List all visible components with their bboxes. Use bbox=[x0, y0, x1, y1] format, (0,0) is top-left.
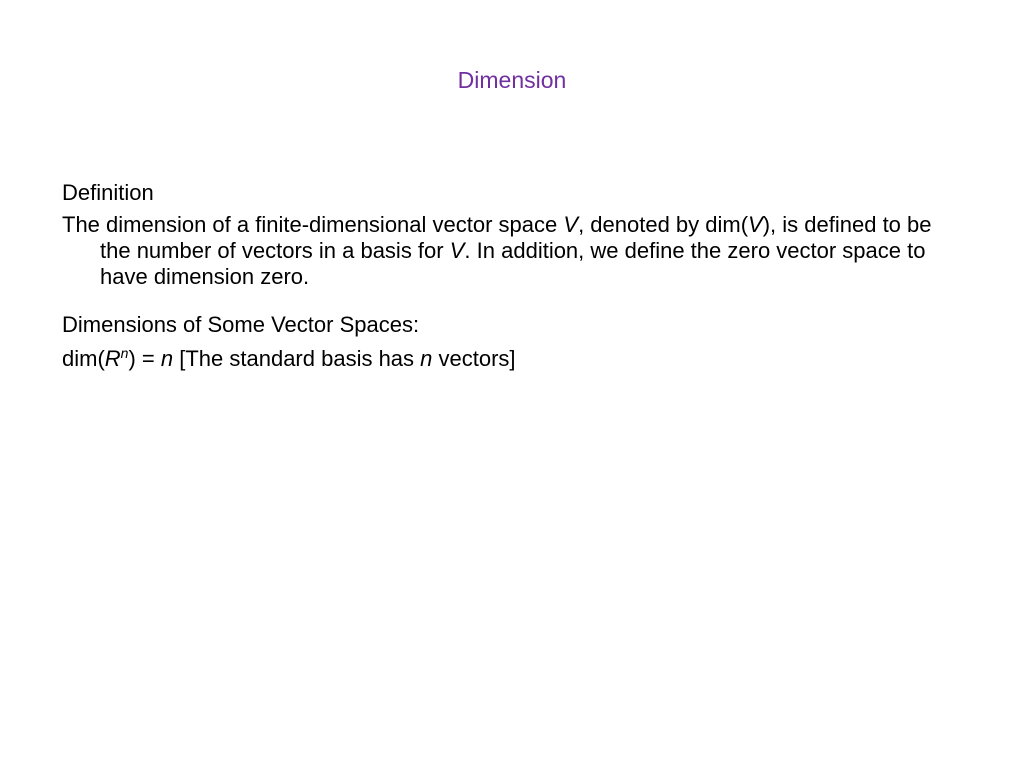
variable-v: V bbox=[563, 212, 579, 237]
examples-heading: Dimensions of Some Vector Spaces: bbox=[62, 312, 420, 337]
bracket-suffix: vectors] bbox=[432, 346, 516, 371]
slide-title: Dimension bbox=[457, 67, 567, 93]
definition-text-part-2: , denoted by dim( bbox=[578, 212, 749, 237]
definition-heading: Definition bbox=[62, 180, 154, 205]
dim-prefix: dim( bbox=[62, 346, 105, 371]
equals-text: ) = bbox=[128, 346, 161, 371]
definition-text-part-4: . In addition, we define the zero vector space to have dimension zero. bbox=[100, 238, 926, 289]
variable-v: V bbox=[748, 212, 763, 237]
bracket-text: [The standard basis has bbox=[173, 346, 421, 371]
definition-text bbox=[62, 212, 962, 290]
vector-count: n bbox=[420, 346, 433, 371]
space-exponent: n bbox=[120, 345, 129, 361]
definition-text-part-3: ), is defined to be the number of vectors in a basis for bbox=[100, 212, 932, 263]
variable-v: V bbox=[449, 238, 465, 263]
slide-body bbox=[62, 180, 962, 372]
spacer bbox=[62, 290, 962, 312]
dimension-value: n bbox=[160, 346, 174, 371]
example-line-rn bbox=[62, 346, 962, 372]
definition-text-part-1: The dimension of a finite-dimensional vector space bbox=[62, 212, 564, 237]
space-symbol: R bbox=[104, 346, 121, 371]
